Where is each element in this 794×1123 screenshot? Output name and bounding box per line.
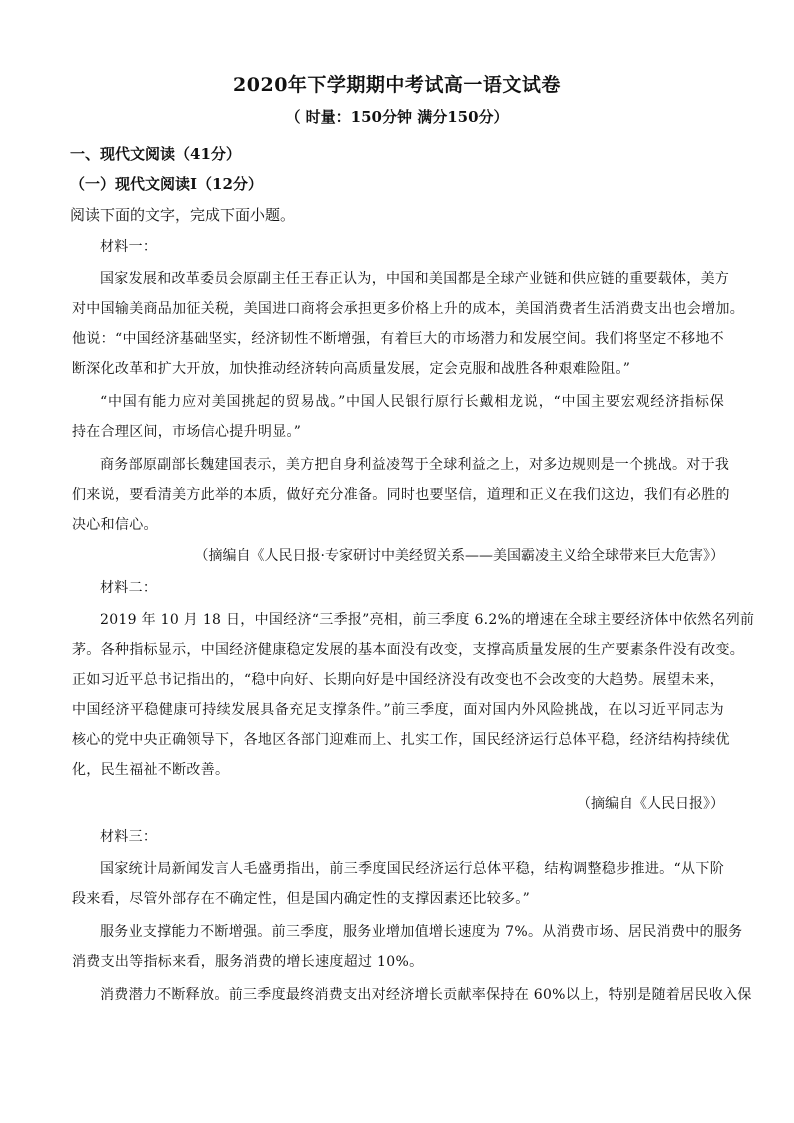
material-line: 中国经济平稳健康可持续发展具备充足支撑条件。”前三季度，面对国内外风险挑战，在以习近平同志为	[72, 702, 724, 718]
material-label: 材料二：	[100, 580, 158, 596]
exam-title: 2020年下学期期中考试高一语文试卷	[233, 74, 561, 96]
material-line: 茅。各种指标显示，中国经济健康稳定发展的基本面没有改变，支撑高质量发展的生产要素条件没有改变。	[72, 642, 745, 658]
exam-subtitle: （ 时量：150分钟 满分150分）	[285, 108, 509, 126]
section-heading-part1-1: （一）现代文阅读Ⅰ（12分）	[70, 175, 263, 193]
instruction-text: 阅读下面的文字，完成下面小题。	[70, 206, 296, 224]
material-line: 他说：“中国经济基础坚实，经济韧性不断增强，有着巨大的市场潜力和发展空间。我们将坚定不移地不	[72, 331, 724, 347]
material-line: 对中国输美商品加征关税，美国进口商将会承担更多价格上升的成本，美国消费者生活消费支出也会增加。	[72, 301, 745, 317]
material-line: 们来说，要看清美方此举的本质，做好充分准备。同时也要坚信，道理和正义在我们这边，我们有必胜的	[72, 487, 730, 503]
material-line: 化，民生福祉不断改善。	[72, 762, 230, 778]
material-line: 消费支出等指标来看，服务消费的增长速度超过 10%。	[72, 954, 424, 970]
material-line: 消费潜力不断释放。前三季度最终消费支出对经济增长贡献率保持在 60%以上，特别是随着居民收入保	[100, 987, 752, 1003]
material-line: 服务业支撑能力不断增强。前三季度，服务业增加值增长速度为 7%。从消费市场、居民消费中的服务	[100, 924, 743, 940]
material-line: 持在合理区间，市场信心提升明显。”	[72, 424, 302, 440]
source-citation: （摘编自《人民日报·专家研讨中美经贸关系——美国霸凌主义给全球带来巨大危害》）	[194, 548, 724, 564]
source-citation: （摘编自《人民日报》）	[577, 796, 724, 812]
material-label: 材料一：	[100, 239, 158, 255]
material-line: 2019 年 10 月 18 日，中国经济“三季报”亮相，前三季度 6.2%的增速在全球主要经济体中依然名列前	[100, 612, 755, 628]
material-line: 段来看，尽管外部存在不确定性，但是国内确定性的支撑因素还比较多。”	[72, 891, 531, 907]
material-line: “中国有能力应对美国挑起的贸易战。”中国人民银行原行长戴相龙说，“中国主要宏观经济指标保	[100, 394, 724, 410]
material-line: 断深化改革和扩大开放，加快推动经济转向高质量发展，定会克服和战胜各种艰难险阻。”	[72, 361, 631, 377]
material-line: 决心和信心。	[72, 517, 158, 533]
material-line: 国家统计局新闻发言人毛盛勇指出，前三季度国民经济运行总体平稳，结构调整稳步推进。“从下阶	[100, 861, 724, 877]
material-line: 国家发展和改革委员会原副主任王春正认为，中国和美国都是全球产业链和供应链的重要载体，美方	[100, 271, 730, 287]
material-label: 材料三：	[100, 829, 158, 845]
material-line: 商务部原副部长魏建国表示，美方把自身利益凌驾于全球利益之上，对多边规则是一个挑战。对于我	[100, 457, 730, 473]
material-line: 核心的党中央正确领导下，各地区各部门迎难而上、扎实工作，国民经济运行总体平稳，经济结构持续优	[72, 732, 730, 748]
section-heading-part1: 一、现代文阅读（41分）	[70, 145, 241, 163]
material-line: 正如习近平总书记指出的，“稳中向好、长期向好是中国经济没有改变也不会改变的大趋势。展望未来，	[72, 672, 724, 688]
